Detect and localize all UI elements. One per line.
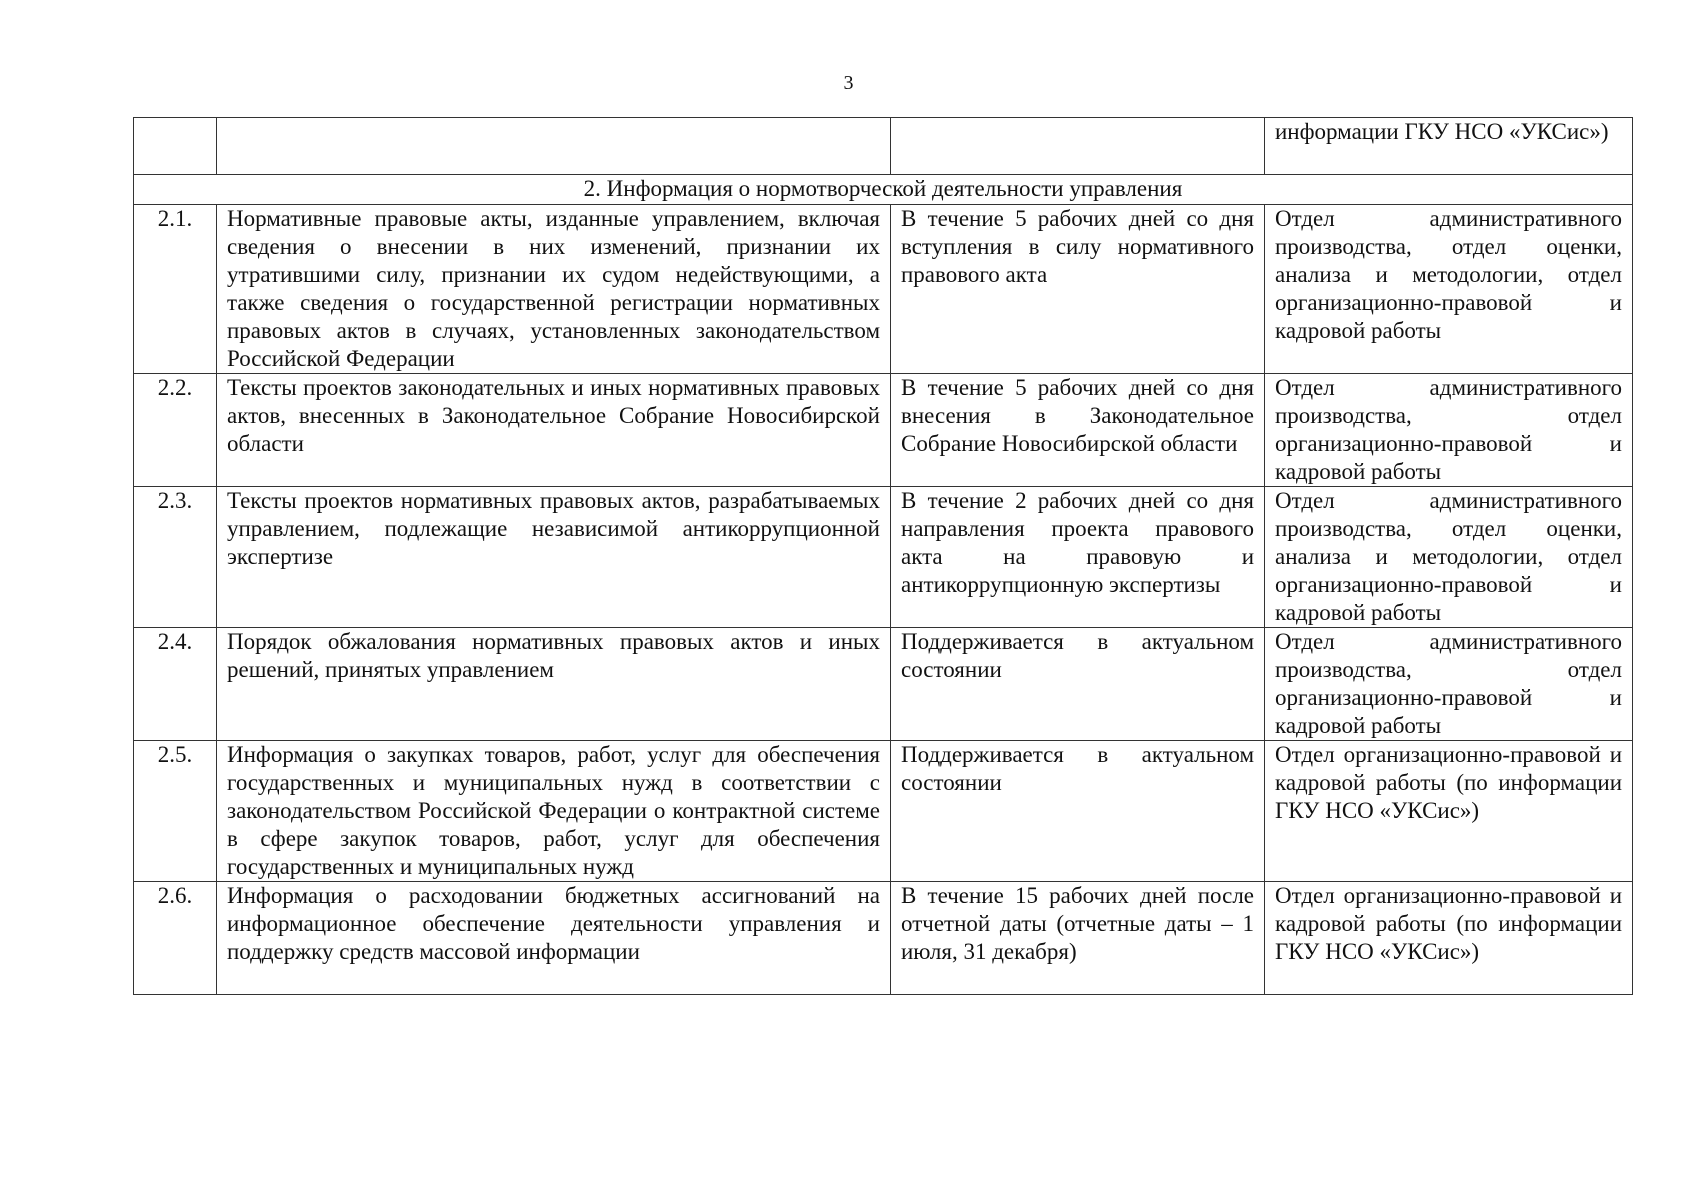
table-row: [134, 374, 1633, 487]
cell-num: 2.2.: [134, 374, 217, 487]
cell-name: Тексты проектов законодательных и иных нормативных правовых актов, внесенных в Законодательное Собрание Новосибирской области: [217, 374, 891, 487]
cell-name: Порядок обжалования нормативных правовых актов и иных решений, принятых управлением: [217, 628, 891, 741]
cell-term: В течение 5 рабочих дней со дня внесения в Законодательное Собрание Новосибирской области: [891, 374, 1265, 487]
section-title: 2. Информация о нормотворческой деятельности управления: [134, 175, 1633, 205]
cell-term: В течение 15 рабочих дней после отчетной даты (отчетные даты – 1 июля, 31 декабря): [891, 882, 1265, 995]
cell-num: 2.6.: [134, 882, 217, 995]
cell-responsible: Отдел административного производства, отдел оценки, анализа и методологии, отдел организационно-правовой и кадровой работы: [1265, 487, 1633, 628]
cell-name: Информация о расходовании бюджетных ассигнований на информационное обеспечение деятельности управления и поддержку средств массовой информации: [217, 882, 891, 995]
cell-name: Тексты проектов нормативных правовых актов, разрабатываемых управлением, подлежащие независимой антикоррупционной экспертизе: [217, 487, 891, 628]
document-table: [133, 117, 1633, 995]
cell-responsible: Отдел административного производства, отдел организационно-правовой и кадровой работы: [1265, 628, 1633, 741]
cell-num: 2.4.: [134, 628, 217, 741]
cell-term: В течение 2 рабочих дней со дня направления проекта правового акта на правовую и антикоррупционную экспертизы: [891, 487, 1265, 628]
table-row-continuation: [134, 118, 1633, 175]
table-row: [134, 882, 1633, 995]
cell-num: [134, 118, 217, 175]
cell-name: Информация о закупках товаров, работ, услуг для обеспечения государственных и муниципальных нужд в соответствии с законодательством Российской Федерации о контрактной системе в сфере закупок товаров, работ, услуг для обеспечения государственных и муниципальных нужд: [217, 741, 891, 882]
cell-responsible: Отдел административного производства, отдел организационно-правовой и кадровой работы: [1265, 374, 1633, 487]
cell-name: Нормативные правовые акты, изданные управлением, включая сведения о внесении в них изменений, признании их утратившими силу, признании их судом недействующими, а также сведения о государственной регистрации нормативных правовых актов в случаях, установленных законодательством Российской Федерации: [217, 205, 891, 374]
cell-term: Поддерживается в актуальном состоянии: [891, 741, 1265, 882]
cell-term: [891, 118, 1265, 175]
table-row: [134, 628, 1633, 741]
cell-term: Поддерживается в актуальном состоянии: [891, 628, 1265, 741]
cell-responsible: Отдел организационно-правовой и кадровой работы (по информации ГКУ НСО «УКСис»): [1265, 741, 1633, 882]
cell-responsible: Отдел организационно-правовой и кадровой работы (по информации ГКУ НСО «УКСис»): [1265, 882, 1633, 995]
cell-name: [217, 118, 891, 175]
cell-num: 2.1.: [134, 205, 217, 374]
cell-num: 2.3.: [134, 487, 217, 628]
cell-responsible: Отдел административного производства, отдел оценки, анализа и методологии, отдел организационно-правовой и кадровой работы: [1265, 205, 1633, 374]
table-row: [134, 487, 1633, 628]
table-row: [134, 741, 1633, 882]
cell-num: 2.5.: [134, 741, 217, 882]
table-row-section: [134, 175, 1633, 205]
page-number: 3: [843, 72, 854, 94]
cell-responsible: информации ГКУ НСО «УКСис»): [1265, 118, 1633, 175]
cell-term: В течение 5 рабочих дней со дня вступления в силу нормативного правового акта: [891, 205, 1265, 374]
table-row: [134, 205, 1633, 374]
